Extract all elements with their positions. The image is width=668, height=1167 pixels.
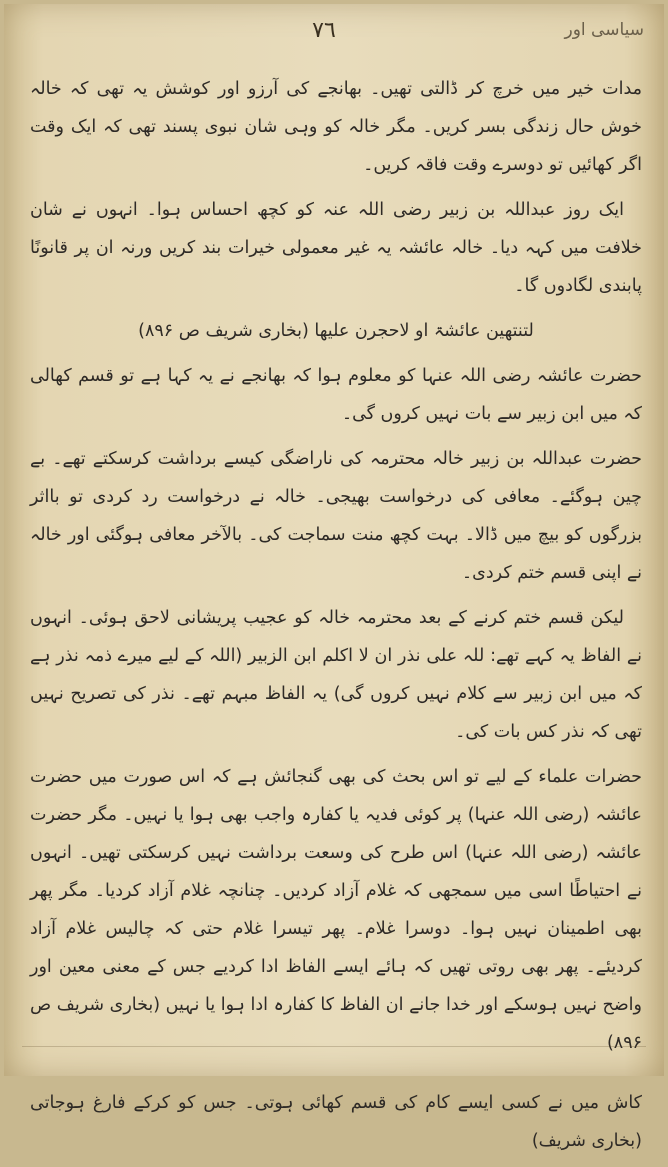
- paragraph-4: حضرت عبداللہ بن زبیر خالہ محترمہ کی ناراضگی کیسے برداشت کرسکتے تھے۔ بے چین ہوگئے۔ معافی کی درخواست بھیجی۔ خالہ نے درخواست رد کردی تو بااثر بزرگوں کو بیچ میں ڈالا۔ بہت کچھ منت سماجت کی۔ بالآخر معافی ہوگئی اور خالہ نے اپنی قسم ختم کردی۔: [30, 449, 642, 583]
- paragraph-3: حضرت عائشہ رضی اللہ عنہا کو معلوم ہوا کہ بھانجے نے یہ کہا ہے تو قسم کھالی کہ میں ابن زبیر سے بات نہیں کروں گی۔: [30, 366, 642, 424]
- page-number: ٧٦: [312, 18, 336, 43]
- book-page: [4, 4, 664, 1151]
- paragraph-1: مدات خیر میں خرچ کر ڈالتی تھیں۔ بھانجے کی آرزو اور کوشش یہ تھی کہ خالہ خوش حال زندگی بسر کریں۔ مگر خالہ کو وہی شان نبوی پسند تھی کہ ایک وقت اگر کھائیں تو دوسرے وقت فاقہ کریں۔: [30, 79, 642, 175]
- running-head: سیاسی اور: [564, 20, 644, 40]
- page-header: [4, 10, 664, 50]
- bottom-rule: [22, 1046, 646, 1047]
- paragraph-2: ایک روز عبداللہ بن زبیر رضی اللہ عنہ کو کچھ احساس ہوا۔ انہوں نے شان خلافت میں کہہ دیا۔ خالہ عائشہ یہ غیر معمولی خیرات بند کریں ورنہ ان پر قانونًا پابندی لگادوں گا۔: [30, 200, 642, 296]
- page-body: [30, 70, 642, 1167]
- paragraph-6: حضرات علماء کے لیے تو اس بحث کی بھی گنجائش ہے کہ اس صورت میں حضرت عائشہ (رضی اللہ عنہا) پر کوئی فدیہ یا کفارہ واجب بھی ہوا یا نہیں۔ مگر حضرت عائشہ (رضی اللہ عنہا) اس طرح کی وسعت برداشت نہیں کرسکتی تھیں۔ انہوں نے احتیاطًا اسی میں سمجھی کہ غلام آزاد کردیں۔ چنانچہ غلام آزاد کردیا۔ مگر پھر بھی اطمینان نہیں ہوا۔ دوسرا غلام۔ پھر تیسرا غلام حتی کہ چالیس غلام آزاد کردیئے۔ پھر بھی روتی تھیں کہ ہائے ایسے الفاظ ادا کردیے جس کے معنی معین اور واضح نہیں ہوسکے اور خدا جانے ان الفاظ کا کفارہ ادا ہوا یا نہیں (بخاری شریف ص ۸۹۶): [30, 767, 642, 1053]
- paragraph-7: کاش میں نے کسی ایسے کام کی قسم کھائی ہوتی۔ جس کو کرکے فارغ ہوجاتی (بخاری شریف): [30, 1093, 642, 1151]
- paragraph-5: لیکن قسم ختم کرنے کے بعد محترمہ خالہ کو عجیب پریشانی لاحق ہوئی۔ انہوں نے الفاظ یہ کہے تھے: للہ علی نذر ان لا اکلم ابن الزبیر (اللہ کے لیے میرے ذمہ نذر ہے کہ میں ابن زبیر سے کلام نہیں کروں گی) یہ الفاظ مبہم تھے۔ نذر کی تصریح نہیں تھی کہ نذر کس بات کی۔: [30, 608, 642, 742]
- arabic-quote: لتنتھین عائشۃ او لاحجرن علیھا (بخاری شریف ص ۸۹۶): [138, 321, 534, 341]
